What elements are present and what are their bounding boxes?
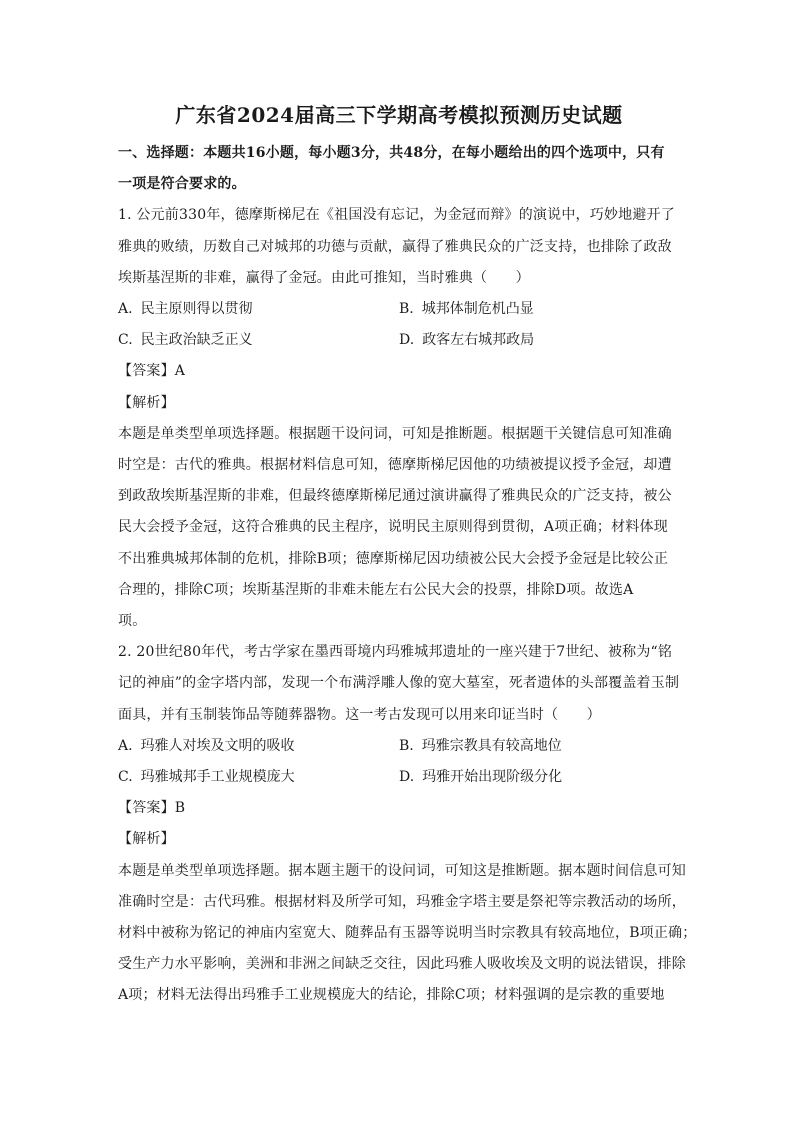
option-b bbox=[399, 294, 680, 325]
option-text: 民主原则得以贯彻 bbox=[140, 301, 253, 318]
option-d bbox=[399, 762, 680, 793]
analysis-line: 受生产力水平影响，美洲和非洲之间缺乏交往，因此玛雅人吸收埃及文明的说法错误，排除 bbox=[118, 956, 686, 973]
option-text: 玛雅城邦手工业规模庞大 bbox=[140, 769, 295, 786]
option-letter: C. bbox=[118, 769, 133, 786]
analysis-line: 本题是单类型单项选择题。根据题干设问词，可知是推断题。根据题干关键信息可知准确 bbox=[118, 425, 672, 442]
page-title: 广东省2024届高三下学期高考模拟预测历史试题 bbox=[175, 103, 623, 127]
question-stem-line: 记的神庙”的金字塔内部，发现一个布满浮雕人像的宽大墓室，死者遗体的头部覆盖着玉制 bbox=[118, 675, 680, 692]
analysis-line: 项。 bbox=[118, 613, 147, 630]
option-a bbox=[118, 731, 399, 762]
document-page bbox=[118, 100, 697, 1012]
option-c bbox=[118, 325, 399, 356]
option-letter: C. bbox=[118, 332, 133, 349]
option-letter: A. bbox=[118, 737, 133, 754]
analysis-line: A项；材料无法得出玛雅手工业规模庞大的结论，排除C项；材料强调的是宗教的重要地 bbox=[118, 987, 665, 1004]
question-stem-line: 雅典的败绩，历数自己对城邦的功德与贡献，赢得了雅典民众的广泛支持，也排除了政敌 bbox=[118, 238, 672, 255]
section-heading-line-2: 一项是符合要求的。 bbox=[118, 176, 246, 193]
analysis-line: 合理的，排除C项；埃斯基涅斯的非难未能左右公民大会的投票，排除D项。故选A bbox=[118, 581, 634, 598]
analysis-label: 【解析】 bbox=[118, 831, 175, 848]
analysis-line: 准确时空是：古代玛雅。根据材料及所学可知，玛雅金字塔主要是祭祀等宗教活动的场所， bbox=[118, 893, 686, 910]
option-letter: A. bbox=[118, 301, 133, 318]
options-row bbox=[118, 325, 680, 356]
question-stem-line: 1. 公元前330年，德摩斯梯尼在《祖国没有忘记，为金冠而辩》的演说中，巧妙地避开了 bbox=[118, 207, 675, 224]
option-letter: B. bbox=[399, 737, 414, 754]
analysis-line: 时空是：古代的雅典。根据材料信息可知，德摩斯梯尼因他的功绩被提议授予金冠，却遭 bbox=[118, 457, 672, 474]
options-row bbox=[118, 294, 680, 325]
options-row bbox=[118, 731, 680, 762]
analysis-line: 民大会授予金冠，这符合雅典的民主程序，说明民主原则得到贯彻，A项正确；材料体现 bbox=[118, 519, 668, 536]
option-text: 政客左右城邦政局 bbox=[422, 332, 535, 349]
question-stem-line: 面具，并有玉制装饰品等随葬器物。这一考古发现可以用来印证当时（ ） bbox=[118, 706, 601, 723]
analysis-line: 本题是单类型单项选择题。据本题主题干的设问词，可知这是推断题。据本题时间信息可知 bbox=[118, 862, 686, 879]
option-text: 玛雅宗教具有较高地位 bbox=[421, 737, 562, 754]
question-stem-line: 埃斯基涅斯的非难，赢得了金冠。由此可推知，当时雅典（ ） bbox=[118, 269, 530, 286]
question-1 bbox=[118, 200, 680, 637]
answer-label: 【答案】A bbox=[118, 363, 186, 380]
section-heading-line-1: 一、选择题：本题共16小题，每小题3分，共48分，在每小题给出的四个选项中，只有 bbox=[118, 145, 665, 161]
option-c bbox=[118, 762, 399, 793]
analysis-line: 到政敌埃斯基涅斯的非难，但最终德摩斯梯尼通过演讲赢得了雅典民众的广泛支持，被公 bbox=[118, 488, 672, 505]
question-2 bbox=[118, 637, 697, 1011]
option-d bbox=[399, 325, 680, 356]
options-row bbox=[118, 762, 680, 793]
option-letter: B. bbox=[399, 301, 414, 318]
option-letter: D. bbox=[399, 332, 415, 349]
question-stem-line: 2. 20世纪80年代，考古学家在墨西哥境内玛雅城邦遗址的一座兴建于7世纪、被称为“铭 bbox=[118, 644, 673, 661]
option-text: 民主政治缺乏正义 bbox=[140, 332, 253, 349]
option-text: 城邦体制危机凸显 bbox=[421, 301, 534, 318]
analysis-label: 【解析】 bbox=[118, 394, 175, 411]
analysis-line: 不出雅典城邦体制的危机，排除B项；德摩斯梯尼因功绩被公民大会授予金冠是比较公正 bbox=[118, 550, 669, 567]
option-letter: D. bbox=[399, 769, 415, 786]
option-text: 玛雅开始出现阶级分化 bbox=[422, 769, 563, 786]
analysis-line: 材料中被称为铭记的神庙内室宽大、随葬品有玉器等说明当时宗教具有较高地位，B项正确； bbox=[118, 925, 697, 942]
option-b bbox=[399, 731, 680, 762]
answer-label: 【答案】B bbox=[118, 800, 186, 817]
option-text: 玛雅人对埃及文明的吸收 bbox=[140, 737, 295, 754]
option-a bbox=[118, 294, 399, 325]
